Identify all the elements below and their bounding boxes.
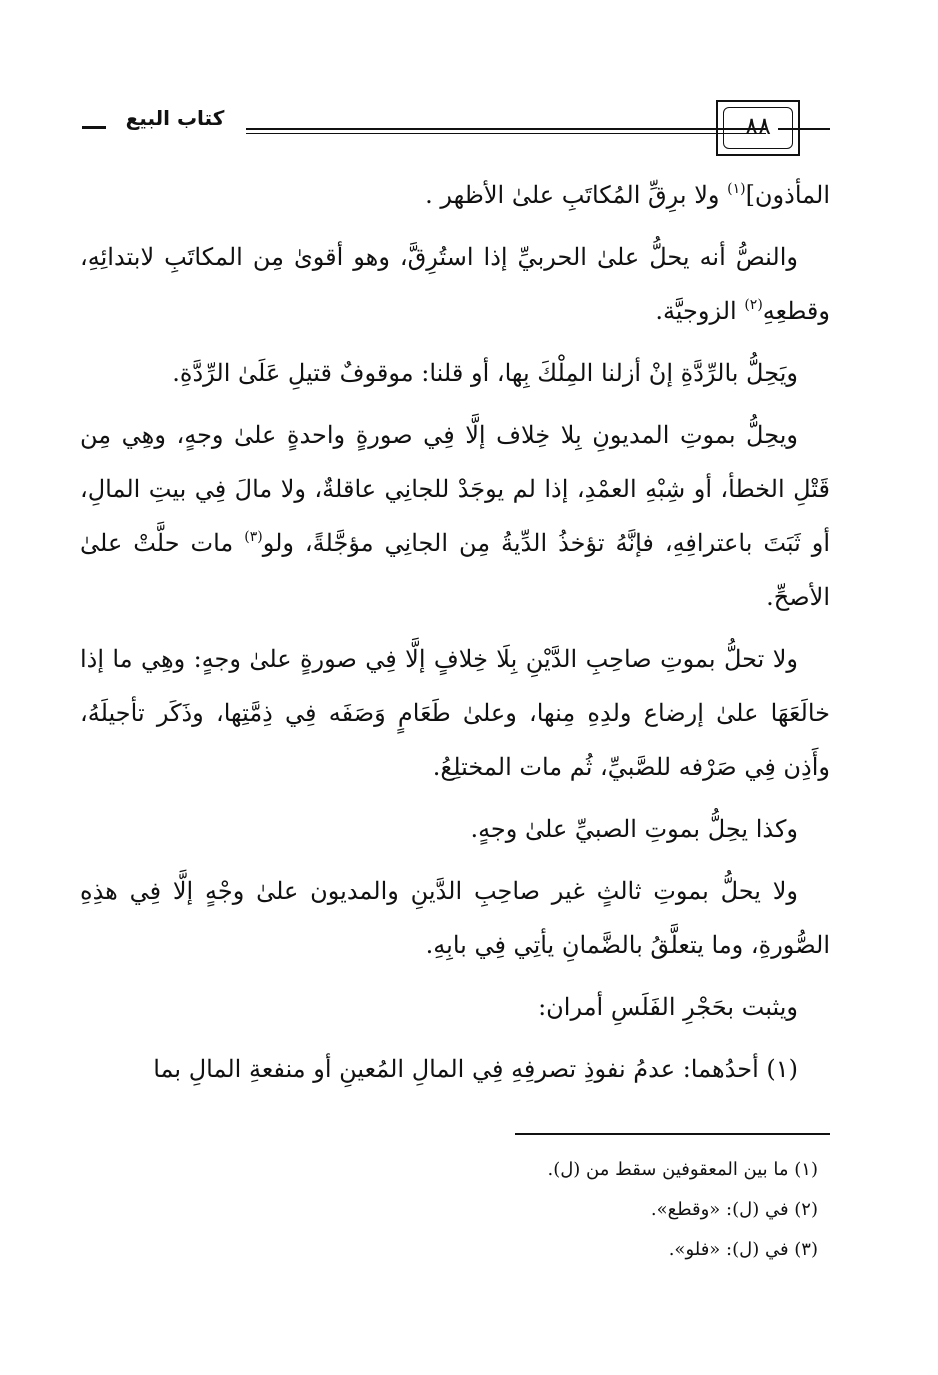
paragraph: ولا تحلُّ بموتِ صاحِبِ الدَّيْنِ بِلَا خِلافٍ إلَّا فِي صورةٍ علىٰ وجهٍ: وهِي ما إذا خالَعَهَا علىٰ إرضاع ولدِهِ مِنها، وعلىٰ طَعَامٍ وَصَفَه فِي ذِمَّتِها، وذَكَر تأجيلَهُ، وأَذِن فِي صَرْفه للصَّبيِّ، ثُم مات المختلِعُ. <box>80 645 830 781</box>
running-title: كتاب البيع <box>125 106 225 130</box>
footnote: (٣) في (ل): «فلو». <box>668 1239 818 1260</box>
header-dash <box>82 126 106 129</box>
paragraph: والنصُّ أنه يحلُّ علىٰ الحربيِّ إذا استُرِقَّ، وهو أقوىٰ مِن المكاتَبِ لابتدائِهِ، وقطعِهِ$^{(٢)}$ الزوجيَّة. <box>80 243 830 325</box>
page-header <box>80 90 830 170</box>
paragraph: وكذا يحِلُّ بموتِ الصبيِّ علىٰ وجهٍ. <box>470 815 798 843</box>
footnote-marker: (١) <box>727 181 746 197</box>
paragraph: ويَحِلُّ بالرِّدَّةِ إنْ أزلنا المِلْكَ بِها، أو قلنا: موقوفٌ قتيلِ عَلَىٰ الرِّدَّةِ. <box>172 359 798 387</box>
footnote: (١) ما بين المعقوفين سقط من (ل). <box>547 1159 818 1180</box>
header-rule-right <box>778 128 830 130</box>
footnote-rule <box>515 1133 830 1135</box>
footnote-marker: (٣) <box>244 529 263 545</box>
page-number: ٨٨ <box>745 112 771 140</box>
paragraph: (١) أحدُهما: عدمُ نفوذِ تصرفِهِ فِي المالِ المُعينِ أو منفعةِ المالِ بما <box>153 1055 798 1083</box>
footnote: (٢) في (ل): «وقطع». <box>650 1199 818 1220</box>
header-rule <box>246 128 766 130</box>
footnote-marker: (٢) <box>744 297 763 313</box>
paragraph: ويحِلُّ بموتِ المديونِ بِلا خِلاف إلَّا فِي صورةٍ واحدةٍ علىٰ وجهٍ، وهِي مِن قَتْلِ الخطأ، أو شِبْهِ العمْدِ، إذا لم يوجَدْ للجانِي عاقلةٌ، ولا مالَ فِي بيتِ المالِ، أو ثَبَتَ باعترافِهِ، فإنَّهُ تؤخذُ الدِّيةُ مِن الجانِي مؤجَّلةً، ولو$^{(٣)}$ مات حلَّتْ علىٰ الأصحِّ. <box>80 421 831 611</box>
main-text <box>80 168 830 1104</box>
paragraph: المأذون]$^{(١)}$ ولا برِقِّ المُكاتَبِ علىٰ الأظهر . <box>425 181 830 209</box>
footnotes <box>80 1150 830 1270</box>
paragraph: ويثبت بحَجْرِ الفَلَسِ أمران: <box>538 993 798 1021</box>
paragraph: ولا يحلُّ بموتِ ثالثٍ غير صاحِبِ الدَّينِ والمديون علىٰ وجْهٍ إلَّا فِي هذِهِ الصُّورةِ، وما يتعلَّقُ بالضَّمانِ يأتِي فِي بابِهِ. <box>80 877 830 959</box>
